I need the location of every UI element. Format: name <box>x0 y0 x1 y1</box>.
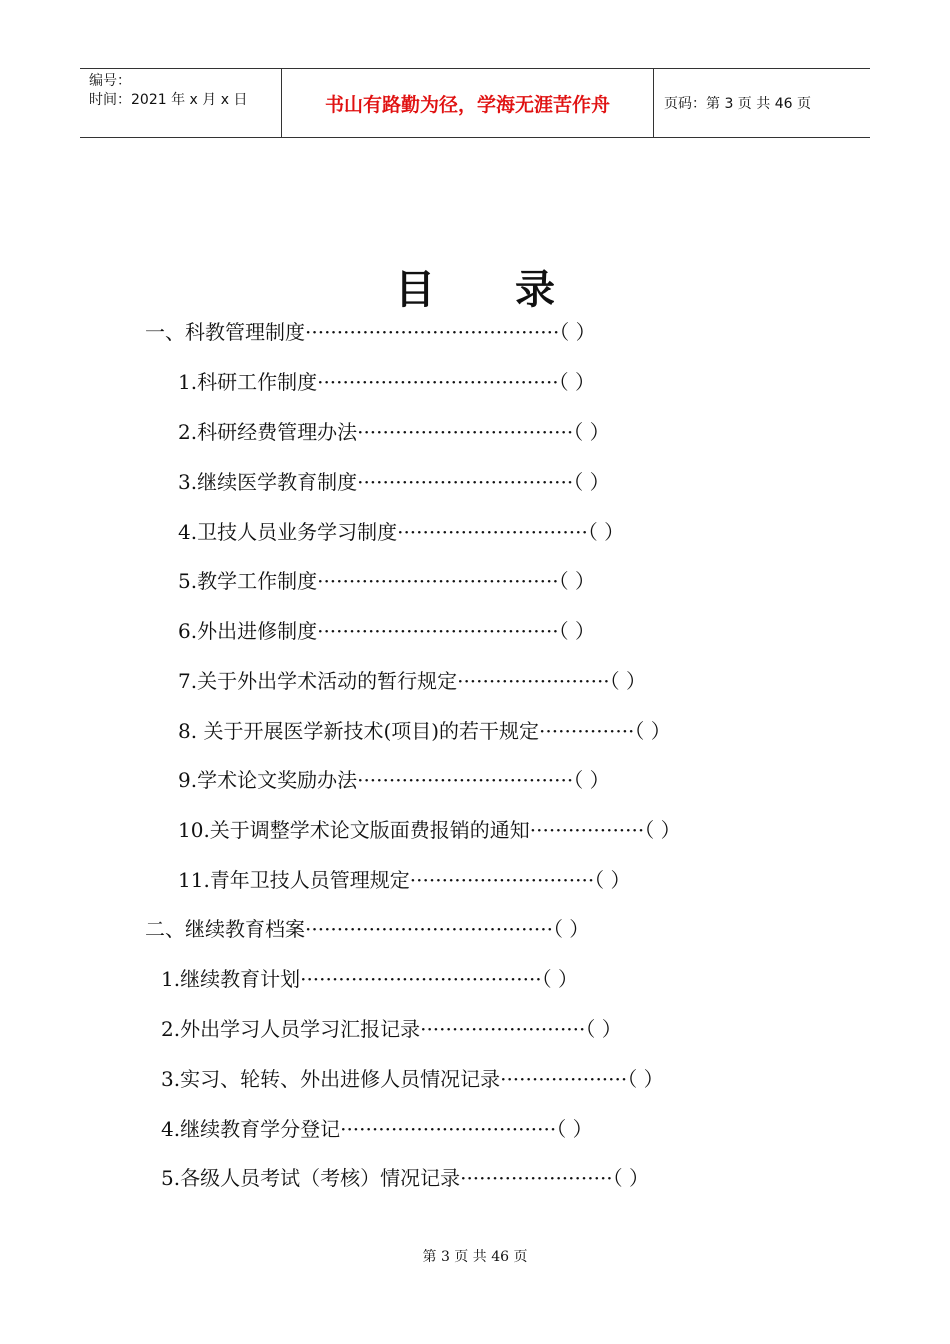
title-part-2: 录 <box>515 267 555 313</box>
toc-entry: 5.教学工作制度······································（ ） <box>178 569 596 593</box>
toc-entry: 二、继续教育档案·······································（ ） <box>145 917 590 941</box>
toc-entry: 10.关于调整学术论文版面费报销的通知··················（ ） <box>178 818 681 842</box>
toc-entry: 2.科研经费管理办法··································（ ） <box>178 420 610 444</box>
toc-entry: 1.继续教育计划······································（ ） <box>161 967 579 991</box>
title-part-1: 目 <box>395 267 435 313</box>
header-motto: 书山有路勤为径，学海无涯苦作舟 <box>282 69 654 137</box>
page-title <box>0 258 950 315</box>
toc-entry: 8. 关于开展医学新技术(项目)的若干规定···············（ ） <box>178 719 671 743</box>
toc-entry: 4.继续教育学分登记··································（ ） <box>161 1117 593 1141</box>
header-page-label: 页码：第 3 页 共 46 页 <box>664 96 811 112</box>
toc-entry: 11.青年卫技人员管理规定·····························（ ） <box>178 868 631 892</box>
number-label: 编号： <box>89 73 131 89</box>
date-label: 时间：2021 年 x 月 x 日 <box>89 92 248 108</box>
toc-entry: 3.继续医学教育制度··································（ ） <box>178 470 610 494</box>
toc-entry: 5.各级人员考试（考核）情况记录························（ ） <box>161 1166 650 1190</box>
toc-entry: 6.外出进修制度······································（ ） <box>178 619 596 643</box>
toc-entry: 1.科研工作制度······································（ ） <box>178 370 596 394</box>
toc-entry: 7.关于外出学术活动的暂行规定························（ ） <box>178 669 647 693</box>
header-left-cell <box>80 69 282 137</box>
toc-entry: 9.学术论文奖励办法··································（ ） <box>178 768 610 792</box>
page-footer: 第 3 页 共 46 页 <box>422 1249 528 1265</box>
toc-entry: 一、科教管理制度········································（ ） <box>145 320 596 344</box>
toc-entry: 4.卫技人员业务学习制度······························（ ） <box>178 520 625 544</box>
header-table <box>80 68 870 138</box>
toc-entry: 2.外出学习人员学习汇报记录··························（ ） <box>161 1017 622 1041</box>
toc-entry: 3.实习、轮转、外出进修人员情况记录····················（ ） <box>161 1067 664 1091</box>
